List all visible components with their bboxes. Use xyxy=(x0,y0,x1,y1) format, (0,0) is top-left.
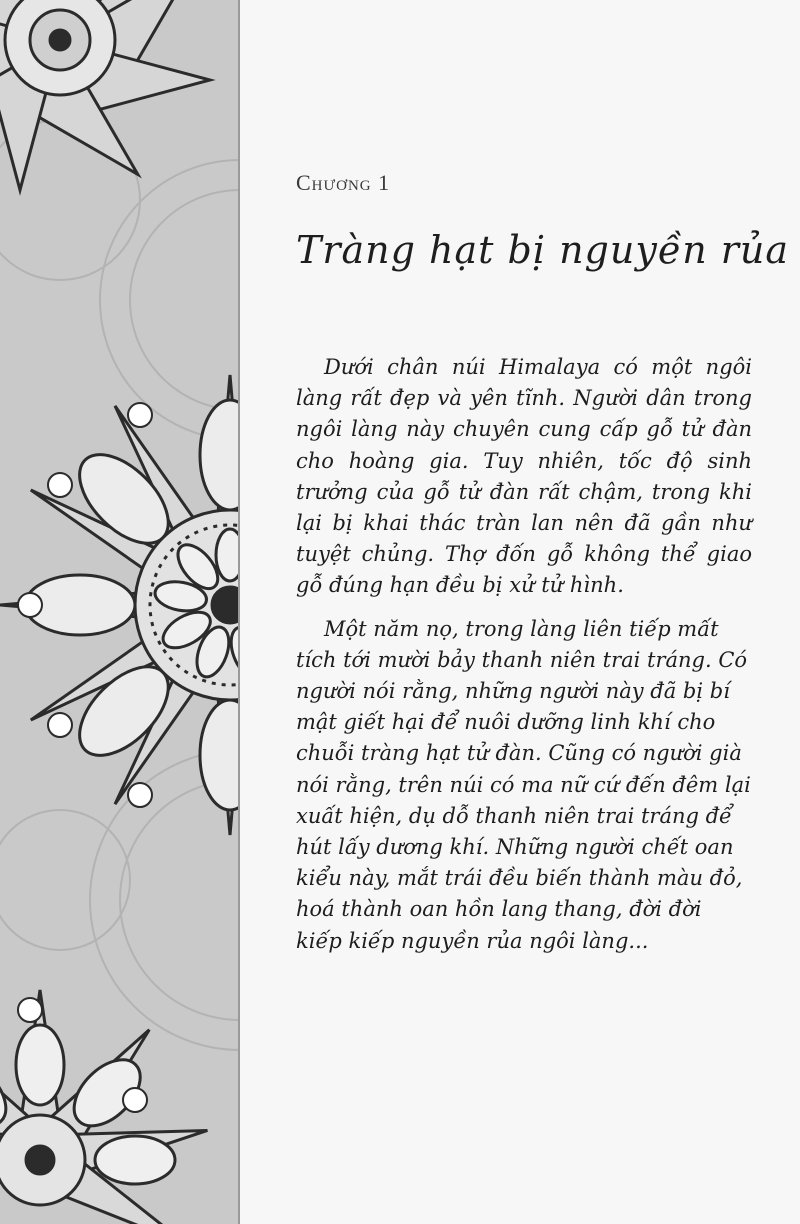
paragraph: Một năm nọ, trong làng liên tiếp mất tích tới mười bảy thanh niên trai tráng. Có người nói rằng, những người này đã bị bí mật giết hại để nuôi dưỡng linh khí cho chuỗi tràng hạt tử đàn. Cũng có người già nói rằng, trên núi có ma nữ cứ đến đêm lại xuất hiện, dụ dỗ thanh niên trai tráng để hút lấy dương khí. Những người chết oan kiểu này, mắt trái đều biến thành màu đỏ, hoá thành oan hồn lang thang, đời đời kiếp kiếp nguyền rủa ngôi làng... xyxy=(296,616,751,953)
mandala-pattern xyxy=(0,0,240,1224)
paragraph: Dưới chân núi Himalaya có một ngôi làng rất đẹp và yên tĩnh. Người dân trong ngôi làng này chuyên cung cấp gỗ tử đàn cho hoàng gia. Tuy nhiên, tốc độ sinh trưởng của gỗ tử đàn rất chậm, trong khi lại bị khai thác tràn lan nên đã gần như tuyệt chủng. Thợ đốn gỗ không thể giao gỗ đúng hạn đều bị xử tử hình. xyxy=(296,355,752,598)
page-spine xyxy=(238,0,240,1224)
chapter-label: Chương 1 xyxy=(296,170,391,195)
chapter-body xyxy=(296,352,752,957)
chapter-title: Tràng hạt bị nguyền rủa xyxy=(296,228,790,272)
decorative-sidebar xyxy=(0,0,240,1224)
